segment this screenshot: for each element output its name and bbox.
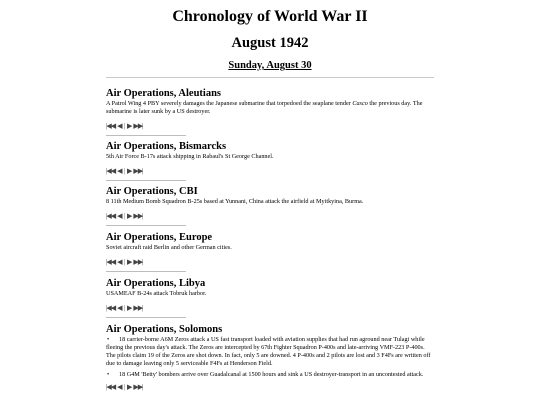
prev-entry-button[interactable]: ◀ [117, 303, 122, 312]
next-entry-button[interactable]: ▶ [126, 382, 132, 391]
nav-separator: | [123, 212, 125, 220]
section-heading: Air Operations, Solomons [106, 324, 223, 335]
section-text: 8 11th Medium Bomb Squadron B-25s based at Yunnani, China attack the airfield at Myitkyina, Burma. [106, 198, 364, 205]
section-libya [106, 278, 434, 318]
section-text: A Patrol Wing 4 PBY severely damages the Japanese submarine that torpedoed the seaplane tender Casco the previous day. The submarine is later sunk by a US destroyer. [106, 100, 423, 115]
section-divider [106, 225, 186, 226]
prev-entry-button[interactable]: ◀ [117, 382, 122, 391]
section-heading: Air Operations, Aleutians [106, 88, 222, 99]
section-heading: Air Operations, CBI [106, 186, 198, 197]
section-text: USAMEAF B-24s attack Tobruk harbor. [106, 290, 207, 297]
section-nav [106, 303, 434, 313]
next-entry-button[interactable]: ▶ [126, 166, 132, 175]
entry-list [106, 336, 434, 379]
prev-entry-button[interactable]: ◀ [117, 257, 122, 266]
date-heading: Sunday, August 30 [228, 60, 312, 71]
list-item: • 18 G4M 'Betty' bombers arrive over Guadalcanal at 1500 hours and sink a US destroyer-transport in an uncontested attack. [107, 371, 424, 378]
first-entry-button[interactable]: |◀◀ [106, 257, 116, 266]
last-entry-button[interactable]: ▶▶| [133, 382, 143, 391]
last-entry-button[interactable]: ▶▶| [133, 303, 143, 312]
last-entry-button[interactable]: ▶▶| [133, 166, 143, 175]
header-divider [106, 77, 434, 78]
list-item: • 18 carrier-borne A6M Zeros attack a US fast transport loaded with aviation supplies that had run aground near Tulagi while fleeing the previous day's attack. The Zeros are intercepted by 67th Fighter Squadron P-400s and late-arriving VMF-223 P-400s. The pilots claim 19 of the Zeros are shot down. In fact, only 5 are downed. 4 P-400s and 2 pilots are lost and 3 F4Fs are written off due to damage leaving only 5 serviceable F4Fs at Henderson Field. [106, 336, 431, 367]
last-entry-button[interactable]: ▶▶| [133, 121, 143, 130]
section-nav [106, 121, 434, 131]
first-entry-button[interactable]: |◀◀ [106, 121, 116, 130]
section-divider [106, 271, 186, 272]
nav-separator: | [123, 304, 125, 312]
section-text: 5th Air Force B-17s attack shipping in Rabaul's St George Channel. [106, 153, 274, 160]
nav-separator: | [123, 122, 125, 130]
bullet-icon: • [107, 336, 110, 343]
nav-separator: | [123, 258, 125, 266]
nav-separator: | [123, 383, 125, 391]
section-divider [106, 135, 186, 136]
last-entry-button[interactable]: ▶▶| [133, 257, 143, 266]
section-nav [106, 166, 434, 176]
section-bismarcks [106, 141, 434, 181]
prev-entry-button[interactable]: ◀ [117, 121, 122, 130]
first-entry-button[interactable]: |◀◀ [106, 166, 116, 175]
page-title: Chronology of World War II [172, 8, 368, 25]
section-cbi [106, 186, 434, 226]
section-solomons [106, 324, 434, 392]
nav-separator: | [123, 167, 125, 175]
section-europe [106, 232, 434, 272]
first-entry-button[interactable]: |◀◀ [106, 303, 116, 312]
first-entry-button[interactable]: |◀◀ [106, 382, 116, 391]
section-nav [106, 211, 434, 221]
next-entry-button[interactable]: ▶ [126, 257, 132, 266]
prev-entry-button[interactable]: ◀ [117, 166, 122, 175]
section-text: Soviet aircraft raid Berlin and other German cities. [106, 244, 232, 251]
ship-name: Casco [352, 100, 368, 107]
month-heading: August 1942 [231, 35, 309, 51]
section-divider [106, 317, 186, 318]
bullet-icon: • [107, 371, 110, 378]
next-entry-button[interactable]: ▶ [126, 303, 132, 312]
next-entry-button[interactable]: ▶ [126, 211, 132, 220]
section-nav [106, 382, 434, 392]
prev-entry-button[interactable]: ◀ [117, 211, 122, 220]
first-entry-button[interactable]: |◀◀ [106, 211, 116, 220]
section-nav [106, 257, 434, 267]
section-heading: Air Operations, Europe [106, 232, 213, 243]
next-entry-button[interactable]: ▶ [126, 121, 132, 130]
section-heading: Air Operations, Libya [106, 278, 206, 289]
section-heading: Air Operations, Bismarcks [106, 141, 227, 152]
section-aleutians [106, 88, 434, 136]
section-divider [106, 180, 186, 181]
last-entry-button[interactable]: ▶▶| [133, 211, 143, 220]
